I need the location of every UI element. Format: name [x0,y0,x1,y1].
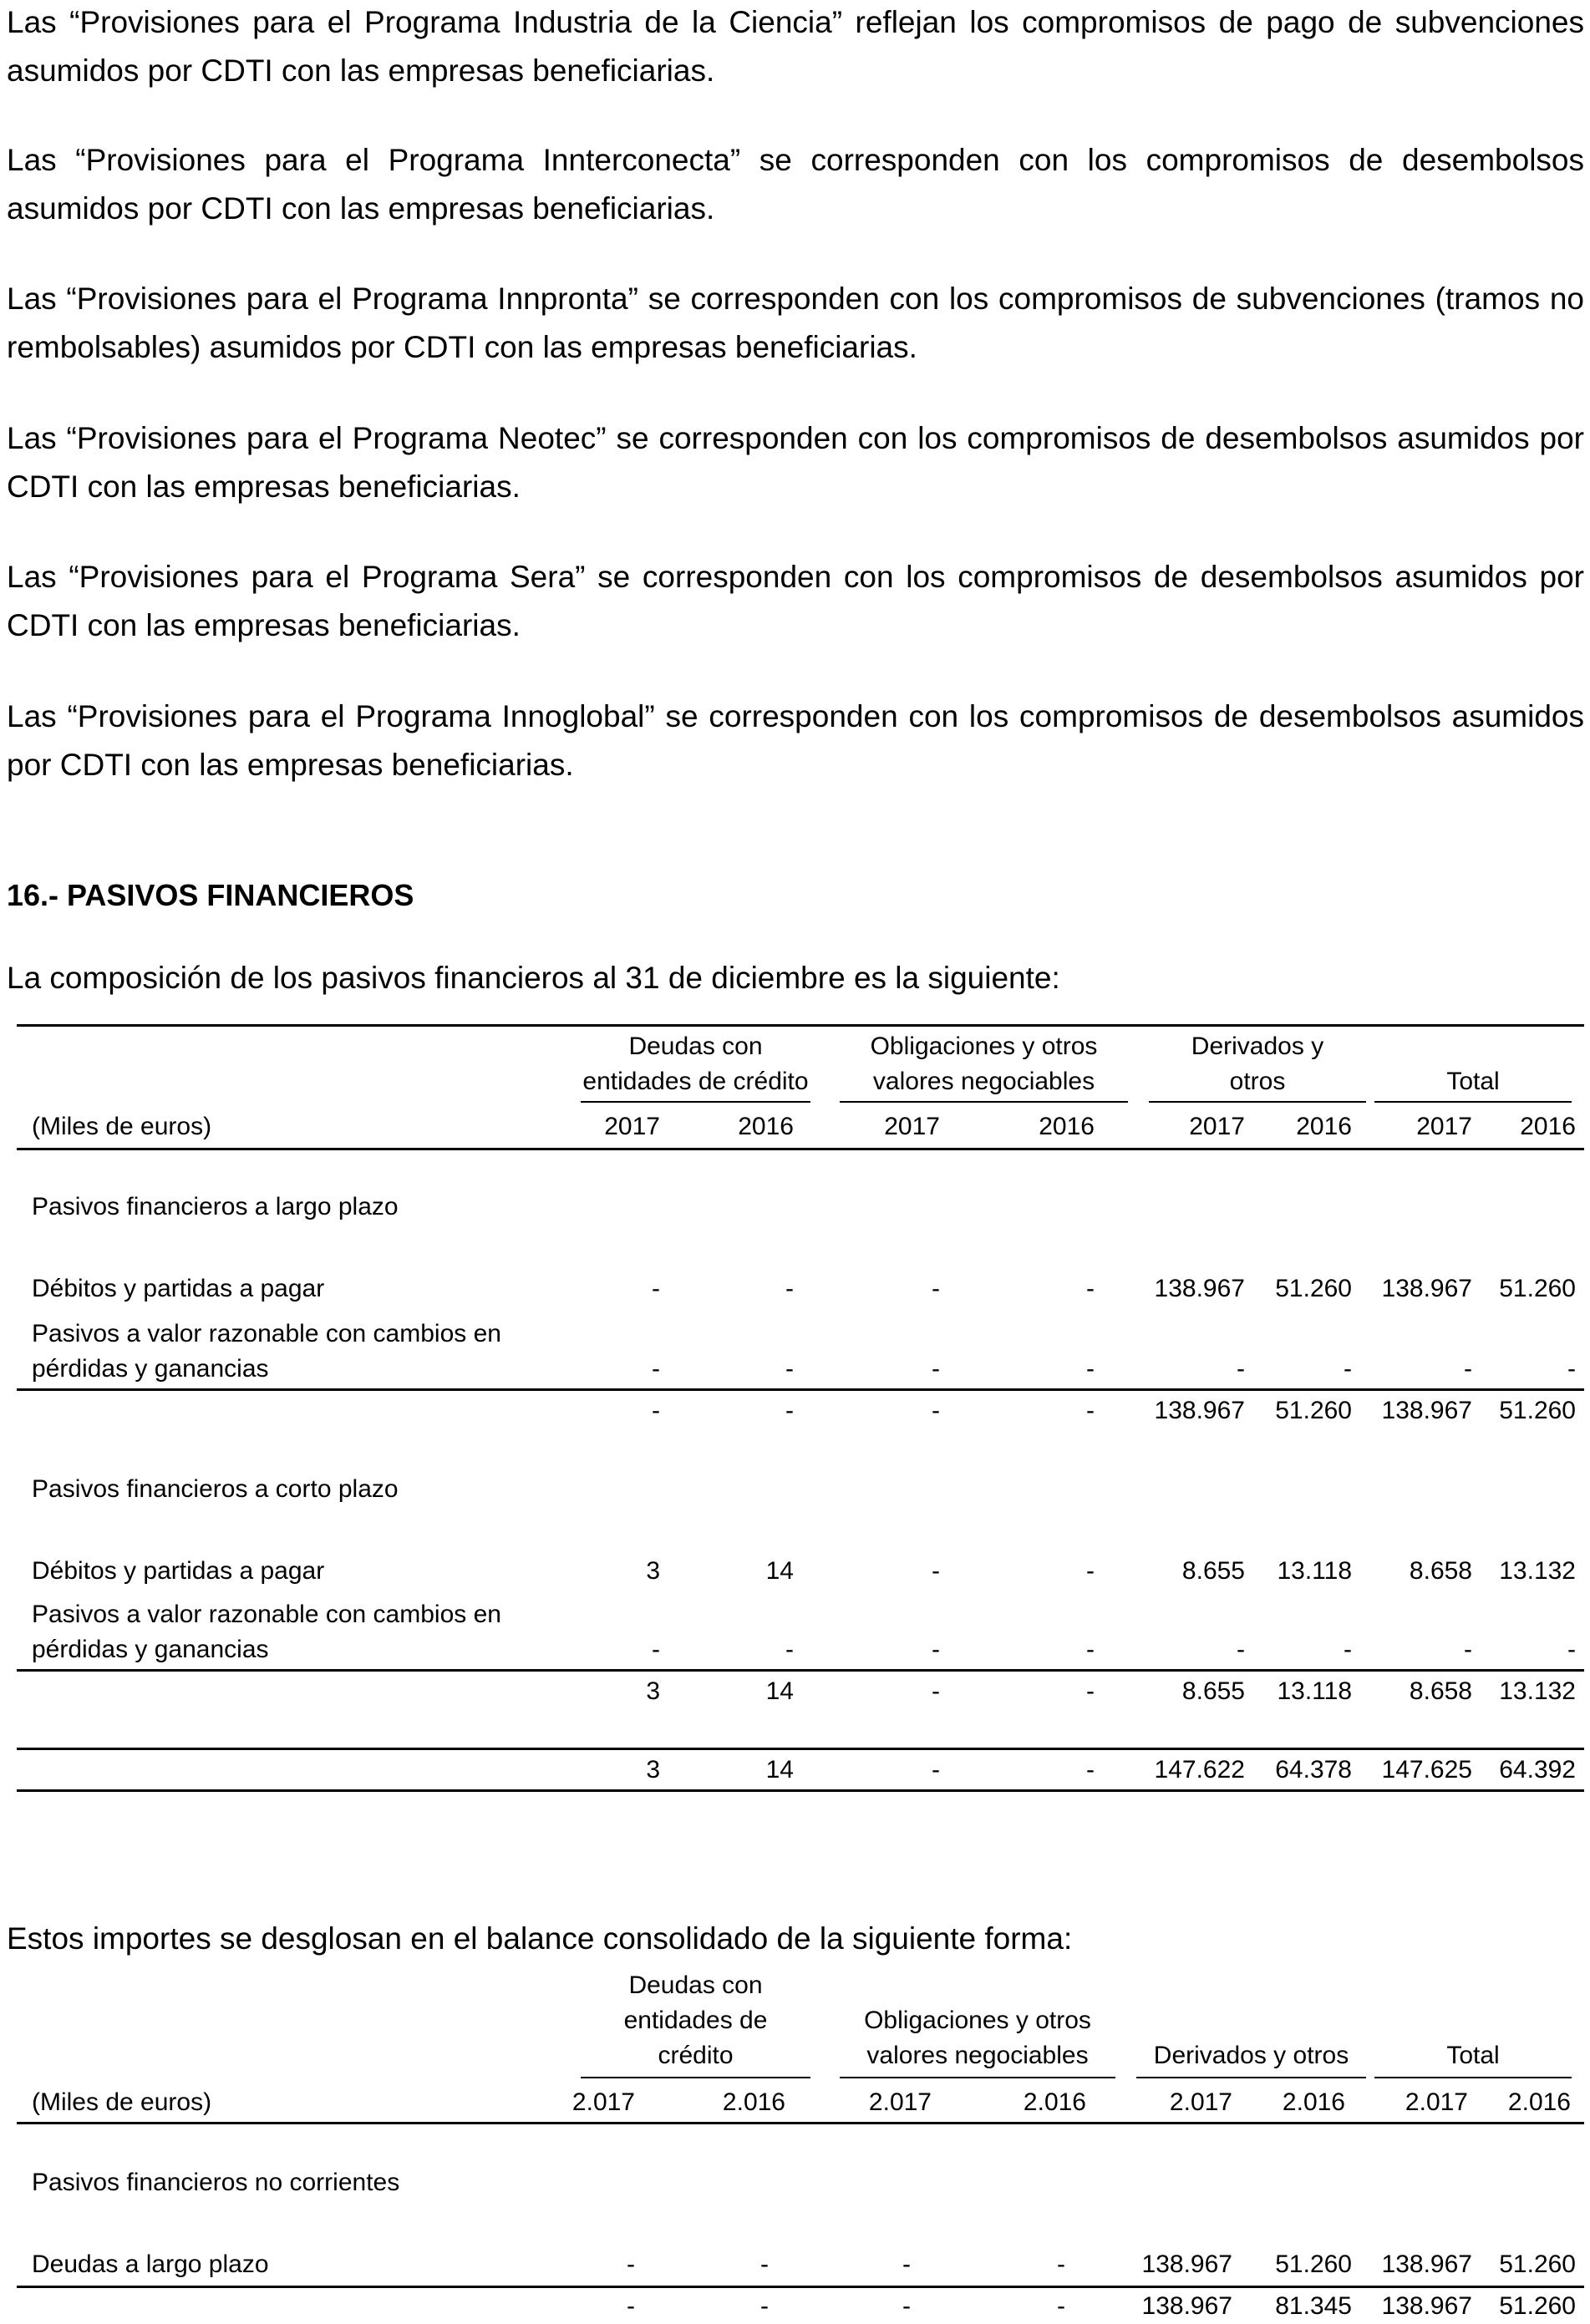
table2-group-rule-3 [1374,2077,1572,2078]
table2-row-col0: - [627,2250,635,2278]
table1-row-label: Débitos y partidas a pagar [32,1275,325,1302]
table1-row-col7: - [1567,1636,1576,1663]
paragraph-innpronta: Las “Provisiones para el Programa Innpronta” se corresponden con los compromisos de subvenciones (tramos no rembolsables) asumidos por CDTI con las empresas beneficiarias. [7,282,1584,364]
table1-grand-total-col4: 147.622 [1154,1756,1245,1784]
table1-row-col3: - [1086,1275,1095,1302]
table1-long-subtotal-col4: 138.967 [1154,1397,1245,1424]
table1-group-header-1: Obligaciones y otros [870,1033,1098,1060]
table1-year-header-col6: 2017 [1416,1113,1472,1140]
table1-row-label: Pasivos a valor razonable con cambios en [32,1601,501,1628]
table1-row-col1: - [785,1636,794,1663]
table1-row-label: Pasivos a valor razonable con cambios en [32,1320,501,1347]
table1-long-subtotal-col2: - [932,1397,940,1424]
table1-short-subtotal-col3: - [1086,1677,1095,1705]
table2-row-col5: 51.260 [1275,2250,1352,2278]
table1-unit-label: (Miles de euros) [32,1113,212,1140]
table2-group-header-0: entidades de [623,2007,768,2034]
table2-row-col6: 138.967 [1381,2250,1472,2278]
table2-subtotal-col7: 51.260 [1499,2292,1576,2320]
table1-group-rule-0 [581,1101,810,1103]
paragraph-neotec: Las “Provisiones para el Programa Neotec” se corresponden con los compromisos de desembolsos asumidos por CDTI con las empresas beneficiarias. [7,421,1584,504]
table2-group-header-1: Obligaciones y otros [864,2007,1091,2034]
table1-row-col7: 51.260 [1499,1275,1576,1302]
table1-long-subtotal-col3: - [1086,1397,1095,1424]
table2-year-header-col5: 2.016 [1282,2088,1345,2116]
table1-short-subtotal-col7: 13.132 [1499,1677,1576,1705]
table2-section-noncurrent: Pasivos financieros no corrientes [32,2169,400,2196]
table1-row-col0: - [652,1355,660,1383]
table2-year-header-col1: 2.016 [722,2088,785,2116]
table1-long-subtotal-col6: 138.967 [1381,1397,1472,1424]
table1-row-col4: - [1237,1636,1245,1663]
table1-year-header-col2: 2017 [884,1113,940,1140]
table1-row-col4: 8.655 [1181,1557,1245,1585]
table1-row-col6: 138.967 [1381,1275,1472,1302]
table1-row-col5: - [1344,1636,1352,1663]
table1-top-rule [17,1024,1584,1027]
table1-short-subtotal-col4: 8.655 [1181,1677,1245,1705]
table1-long-subtotal-col1: - [785,1397,794,1424]
table1-group-header-2: otros [1229,1068,1286,1095]
table1-row-col5: - [1344,1355,1352,1383]
table1-row-col2: - [932,1275,940,1302]
table1-long-subtotal-col7: 51.260 [1499,1397,1576,1424]
table1-row-col1: - [785,1275,794,1302]
table2-group-rule-1 [840,2077,1115,2078]
table1-header-rule [17,1148,1584,1150]
table2-group-rule-2 [1136,2077,1366,2078]
table1-row-col3: - [1086,1636,1095,1663]
table1-row-col2: - [932,1636,940,1663]
table2-row-col2: - [902,2250,911,2278]
table2-row-col7: 51.260 [1499,2250,1576,2278]
table2-year-header-col3: 2.016 [1023,2088,1086,2116]
table1-short-subtotal-col0: 3 [646,1677,660,1705]
table1-group-rule-2 [1149,1101,1366,1103]
table1-subtotal-rule [17,1388,1584,1391]
paragraph-innoglobal: Las “Provisiones para el Programa Innoglobal” se corresponden con los compromisos de desembolsos asumidos por CDTI con las empresas beneficiarias. [7,699,1584,782]
table1-short-subtotal-col1: 14 [765,1677,794,1705]
table1-row-col6: - [1464,1355,1472,1383]
table1-group-rule-3 [1374,1101,1572,1103]
table2-row-label: Deudas a largo plazo [32,2250,269,2278]
table1-group-header-1: valores negociables [872,1068,1095,1095]
table1-grand-total-col5: 64.378 [1275,1756,1352,1784]
table1-section-short: Pasivos financieros a corto plazo [32,1475,399,1503]
table1-year-header-col3: 2016 [1039,1113,1095,1140]
table1-row-col5: 13.118 [1277,1557,1352,1585]
table1-row-label: Débitos y partidas a pagar [32,1557,325,1585]
paragraph-industria-ciencia: Las “Provisiones para el Programa Industria de la Ciencia” reflejan los compromisos de pago de subvenciones asumidos por CDTI con las empresas beneficiarias. [7,5,1584,88]
table2-year-header-col0: 2.017 [571,2088,635,2116]
table2-group-rule-0 [581,2077,810,2078]
table1-long-subtotal-col0: - [652,1397,660,1424]
table1-row-col0: - [652,1636,660,1663]
table2-subtotal-col0: - [627,2292,635,2320]
table1-row-label: pérdidas y ganancias [32,1355,269,1383]
table1-section-long: Pasivos financieros a largo plazo [32,1193,399,1220]
table1-total-rule-bottom [17,1789,1584,1792]
table2-year-header-col6: 2.017 [1405,2088,1468,2116]
table2-group-header-0: Deudas con [628,1971,763,1999]
table1-row-col2: - [932,1355,940,1383]
table1-year-header-col5: 2016 [1296,1113,1352,1140]
table2-subtotal-col6: 138.967 [1381,2292,1472,2320]
table2-year-header-col2: 2.017 [868,2088,932,2116]
table1-grand-total-col7: 64.392 [1499,1756,1576,1784]
table1-grand-total-col1: 14 [765,1756,794,1784]
table2-group-header-2: Derivados y otros [1153,2042,1349,2069]
table1-row-col4: - [1237,1355,1245,1383]
table1-group-header-0: entidades de crédito [582,1068,809,1095]
table2-subtotal-col2: - [902,2292,911,2320]
table1-row-col2: - [932,1557,940,1585]
table1-short-subtotal-col2: - [932,1677,940,1705]
table2-subtotal-col4: 138.967 [1141,2292,1232,2320]
table1-row-col5: 51.260 [1275,1275,1352,1302]
table2-year-header-col4: 2.017 [1169,2088,1232,2116]
table2-subtotal-col1: - [760,2292,769,2320]
table1-short-subtotal-col5: 13.118 [1277,1677,1352,1705]
table1-row-col0: - [652,1275,660,1302]
table2-intro: Estos importes se desglosan en el balance consolidado de la siguiente forma: [7,1921,1073,1956]
table1-row-col6: - [1464,1636,1472,1663]
paragraph-innterconecta: Las “Provisiones para el Programa Innterconecta” se corresponden con los compromisos de desembolsos asumidos por CDTI con las empresas beneficiarias. [7,143,1584,226]
table2-group-header-1: valores negociables [866,2042,1089,2069]
section-heading: 16.- PASIVOS FINANCIEROS [7,878,414,912]
table1-row-col3: - [1086,1355,1095,1383]
table1-row-col3: - [1086,1557,1095,1585]
table1-intro: La composición de los pasivos financieros al 31 de diciembre es la siguiente: [7,961,1060,995]
table2-unit-label: (Miles de euros) [32,2088,212,2116]
table1-grand-total-col0: 3 [646,1756,660,1784]
table2-header-rule [17,2122,1584,2124]
table2-subtotal-rule [17,2286,1584,2288]
table1-grand-total-col2: - [932,1756,940,1784]
table1-row-col1: 14 [765,1557,794,1585]
table1-grand-total-col3: - [1086,1756,1095,1784]
table1-year-header-col1: 2016 [738,1113,794,1140]
table2-row-col3: - [1057,2250,1065,2278]
table1-row-col7: - [1567,1355,1576,1383]
table1-row-col7: 13.132 [1499,1557,1576,1585]
table1-short-subtotal-col6: 8.658 [1409,1677,1472,1705]
paragraph-sera: Las “Provisiones para el Programa Sera” se corresponden con los compromisos de desembolsos asumidos por CDTI con las empresas beneficiarias. [7,560,1584,642]
table1-total-rule-top [17,1748,1584,1750]
table1-subtotal-rule [17,1669,1584,1672]
table1-group-rule-1 [840,1101,1128,1103]
table2-subtotal-col3: - [1057,2292,1065,2320]
table1-year-header-col0: 2017 [604,1113,660,1140]
table1-year-header-col7: 2016 [1520,1113,1576,1140]
table1-group-header-0: Deudas con [628,1033,763,1060]
table1-row-col0: 3 [646,1557,660,1585]
table1-row-col1: - [785,1355,794,1383]
table2-row-col1: - [760,2250,769,2278]
table1-row-col6: 8.658 [1409,1557,1472,1585]
table1-group-header-2: Derivados y [1191,1033,1324,1060]
table1-row-label: pérdidas y ganancias [32,1636,269,1663]
table2-subtotal-col5: 81.345 [1275,2292,1352,2320]
table2-row-col4: 138.967 [1141,2250,1232,2278]
table1-group-header-3: Total [1446,1068,1500,1095]
table1-long-subtotal-col5: 51.260 [1275,1397,1352,1424]
table2-group-header-3: Total [1446,2042,1500,2069]
table1-year-header-col4: 2017 [1189,1113,1245,1140]
table1-row-col4: 138.967 [1154,1275,1245,1302]
table1-grand-total-col6: 147.625 [1381,1756,1472,1784]
table2-group-header-0: crédito [658,2042,734,2069]
table2-year-header-col7: 2.016 [1507,2088,1571,2116]
